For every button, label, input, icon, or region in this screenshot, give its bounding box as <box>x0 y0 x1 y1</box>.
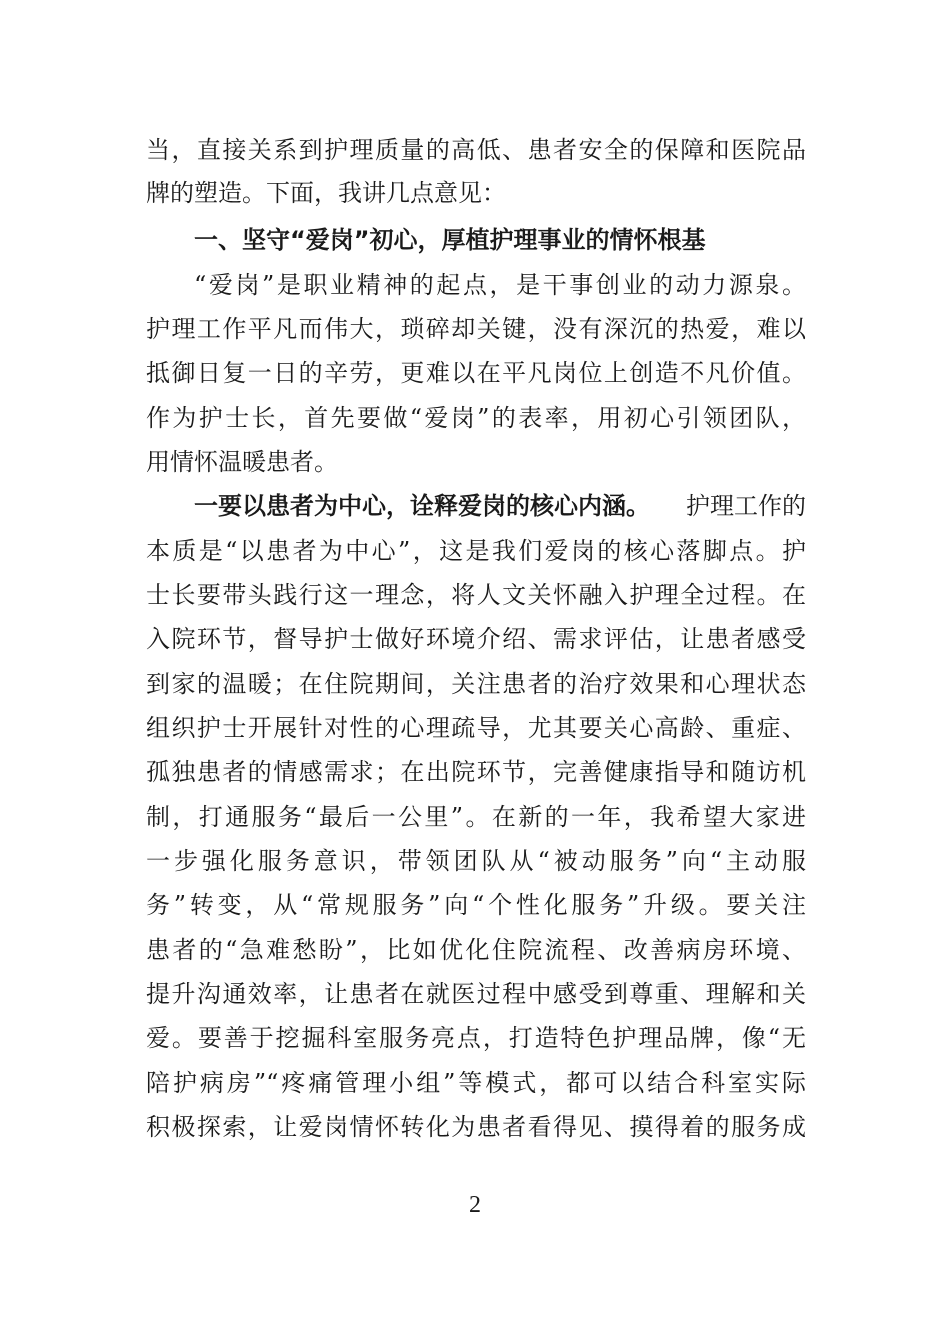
body-line: 士长要带头践行这一理念，将人文关怀融入护理全过程。在 <box>146 581 806 609</box>
body-line: 入院环节，督导护士做好环境介绍、需求评估，让患者感受 <box>146 625 806 653</box>
body-line: 本质是“以患者为中心”，这是我们爱岗的核心落脚点。护 <box>146 537 806 565</box>
body-text: 护理工作的 <box>686 492 806 520</box>
subsection-heading: 一要以患者为中心，诠释爱岗的核心内涵。 <box>194 492 650 520</box>
body-line: 组织护士开展针对性的心理疏导，尤其要关心高龄、重症、 <box>146 714 806 742</box>
body-line: 爱。要善于挖掘科室服务亮点，打造特色护理品牌，像“无 <box>146 1024 806 1052</box>
body-line: 护理工作平凡而伟大，琐碎却关键，没有深沉的热爱，难以 <box>146 315 806 343</box>
body-line: 作为护士长，首先要做“爱岗”的表率，用初心引领团队， <box>146 404 806 432</box>
page-number: 2 <box>469 1192 481 1218</box>
body-line: 牌的塑造。下面，我讲几点意见： <box>146 179 506 207</box>
body-line: “爱岗”是职业精神的起点，是干事创业的动力源泉。 <box>194 271 806 299</box>
body-line: 用情怀温暖患者。 <box>146 448 338 476</box>
body-line: 抵御日复一日的辛劳，更难以在平凡岗位上创造不凡价值。 <box>146 359 806 387</box>
body-line: 一步强化服务意识，带领团队从“被动服务”向“主动服 <box>146 847 806 875</box>
body-line: 务”转变，从“常规服务”向“个性化服务”升级。要关注 <box>146 891 806 919</box>
body-line: 当，直接关系到护理质量的高低、患者安全的保障和医院品 <box>146 136 806 164</box>
body-line: 积极探索，让爱岗情怀转化为患者看得见、摸得着的服务成 <box>146 1113 806 1141</box>
body-line: 陪护病房”“疼痛管理小组”等模式，都可以结合科室实际 <box>146 1069 806 1097</box>
body-line: 孤独患者的情感需求；在出院环节，完善健康指导和随访机 <box>146 758 806 786</box>
subsection-line <box>194 491 806 521</box>
body-line: 到家的温暖；在住院期间，关注患者的治疗效果和心理状态 <box>146 670 806 698</box>
body-line: 制，打通服务“最后一公里”。在新的一年，我希望大家进 <box>146 803 806 831</box>
section-heading: 一、坚守“爱岗”初心，厚植护理事业的情怀根基 <box>194 226 706 254</box>
body-line: 患者的“急难愁盼”，比如优化住院流程、改善病房环境、 <box>146 936 806 964</box>
body-line: 提升沟通效率，让患者在就医过程中感受到尊重、理解和关 <box>146 980 806 1008</box>
